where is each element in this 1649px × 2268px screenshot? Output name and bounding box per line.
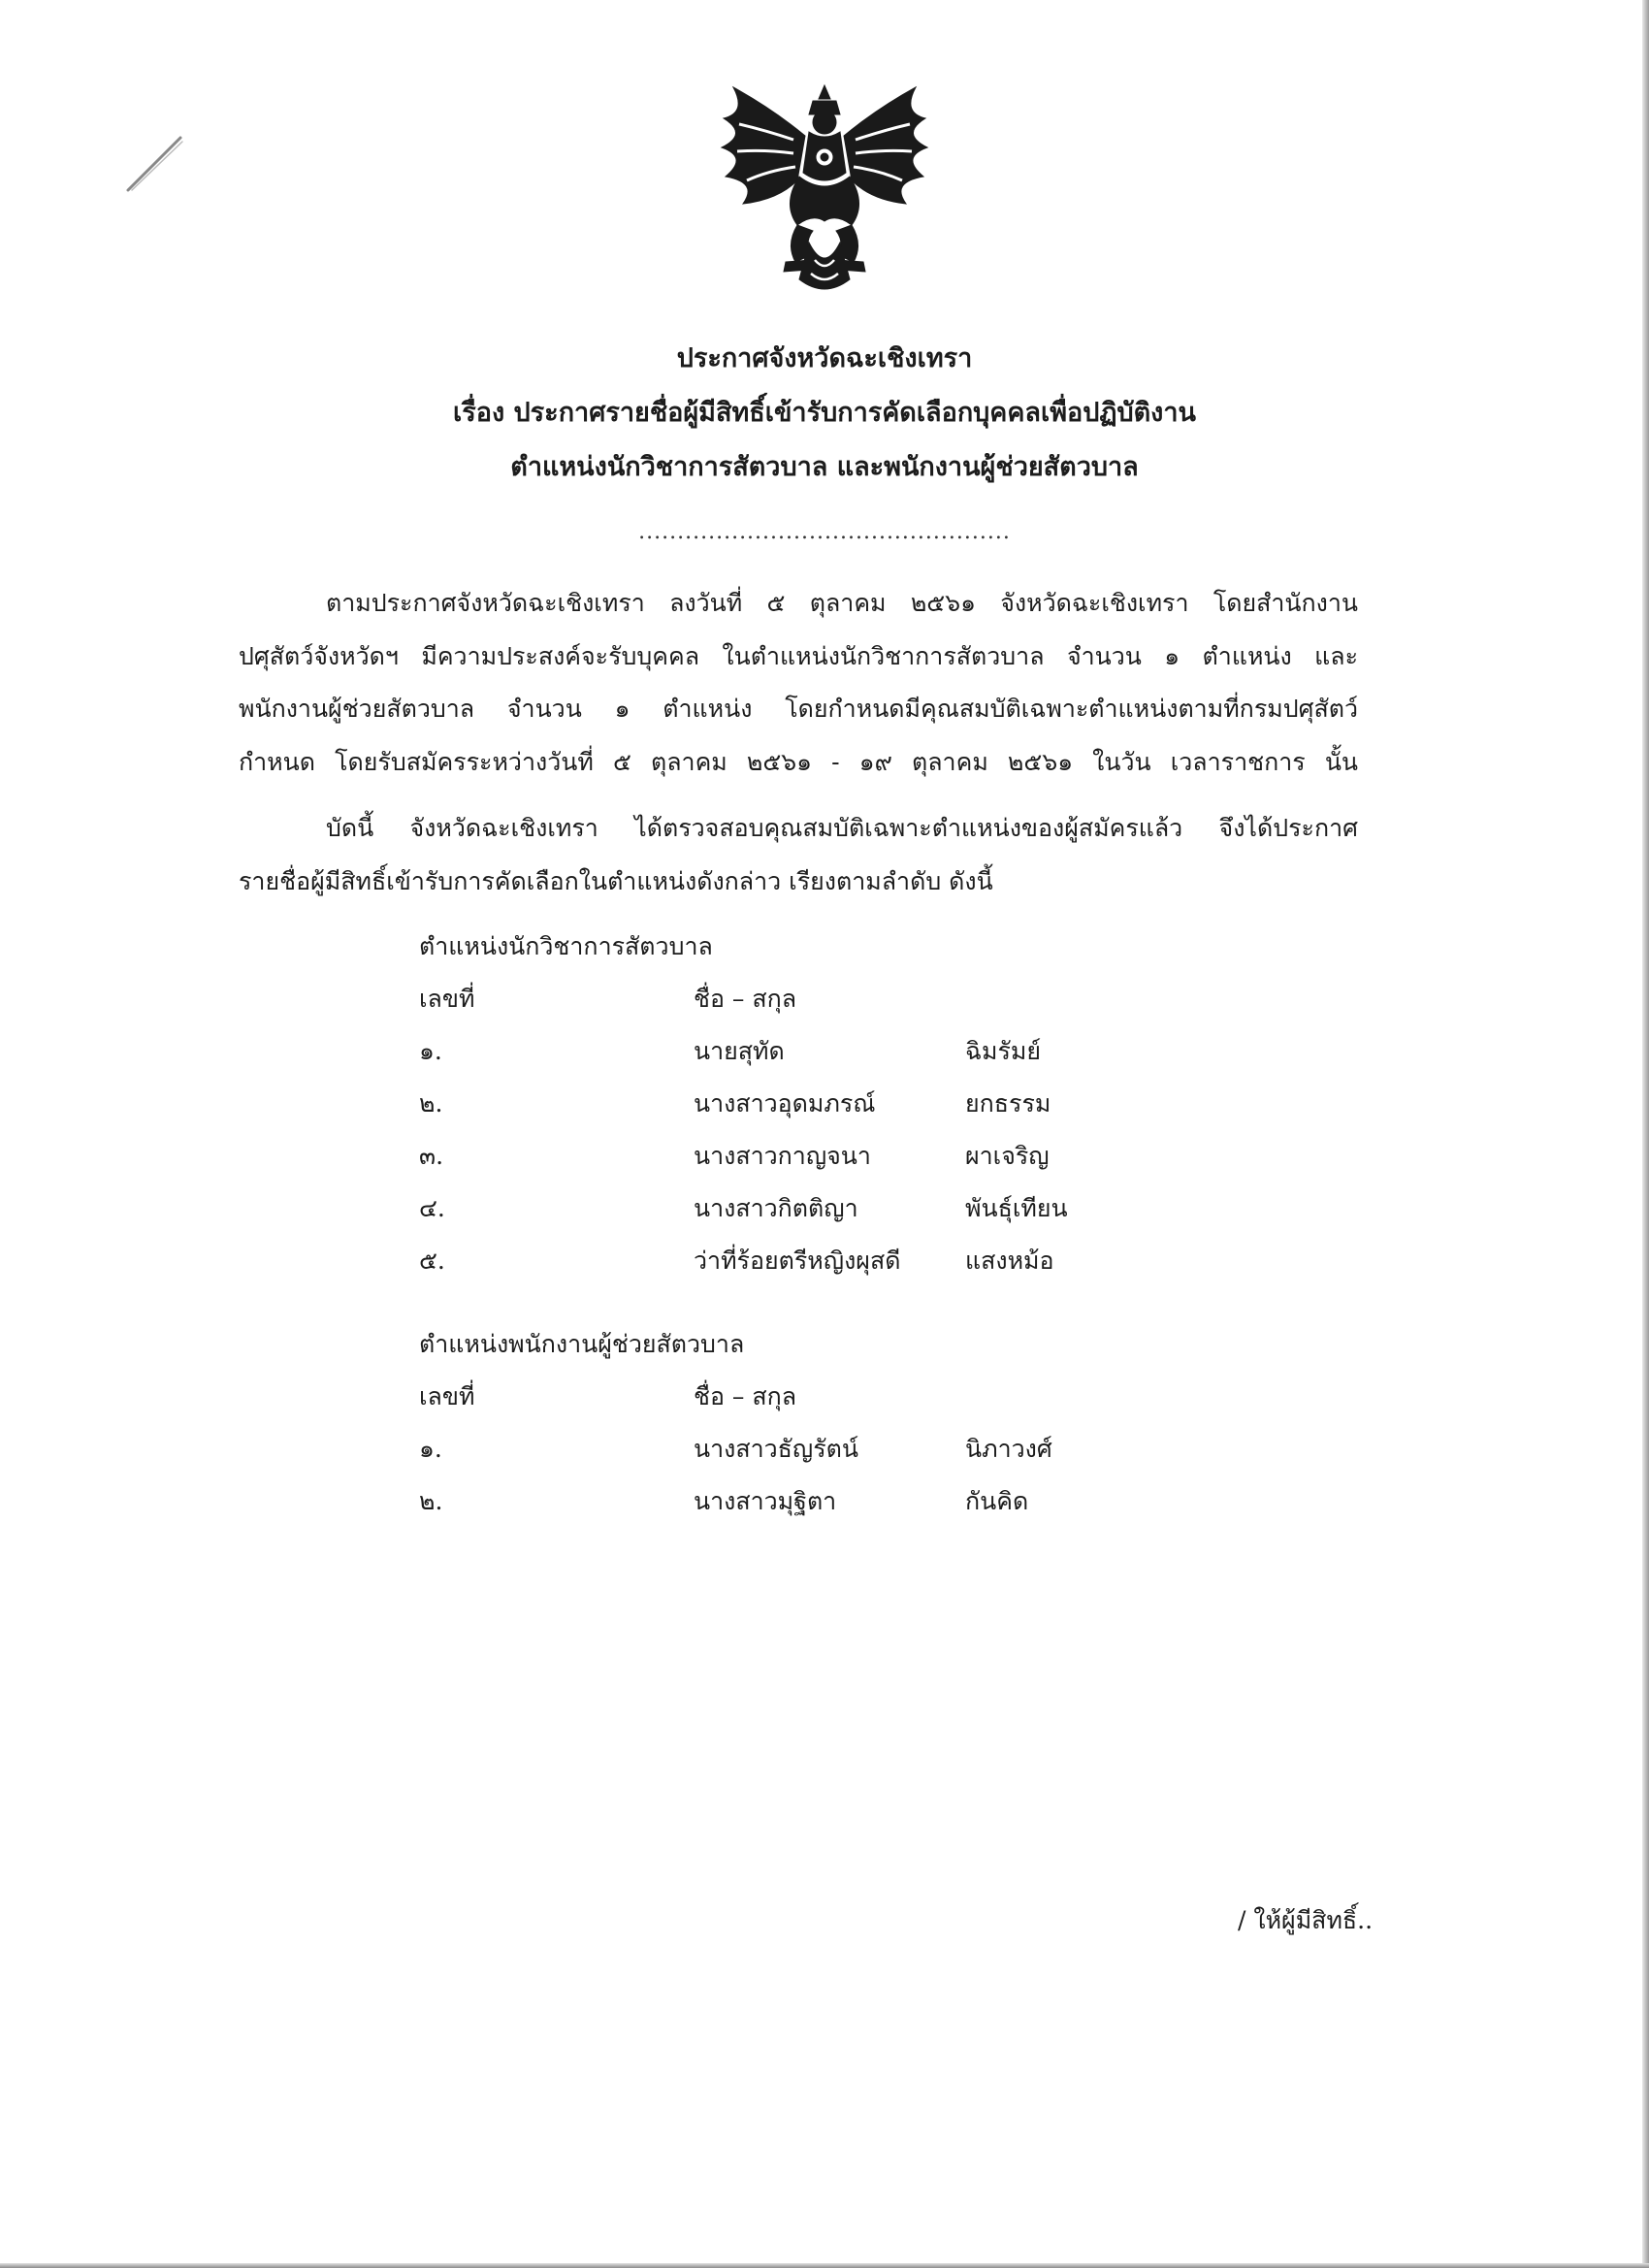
row-first-name: ว่าที่ร้อยตรีหญิงผุสดี <box>694 1247 901 1275</box>
row-number: ๔. <box>419 1194 445 1222</box>
row-last-name: ยกธรรม <box>965 1089 1051 1118</box>
header-number: เลขที่ <box>419 985 475 1013</box>
page-continuation: / ให้ผู้มีสิทธิ์.. <box>1238 1906 1374 1934</box>
paragraph-line: ปศุสัตว์จังหวัดฯ มีความประสงค์จะรับบุคคล ในตำแหน่งนักวิชาการสัตวบาล จำนวน ๑ ตำแหน่ง และ <box>239 641 1358 670</box>
table-row <box>0 1086 1649 1125</box>
header-number: เลขที่ <box>419 1382 475 1410</box>
row-number: ๓. <box>419 1142 444 1170</box>
row-number: ๒. <box>419 1487 443 1515</box>
row-first-name: นางสาวธัญรัตน์ <box>694 1435 858 1463</box>
row-number: ๑. <box>419 1435 442 1463</box>
row-first-name: นายสุทัด <box>694 1037 785 1065</box>
announcement-positions: ตำแหน่งนักวิชาการสัตวบาล และพนักงานผู้ช่วยสัตวบาล <box>510 452 1139 482</box>
row-last-name: กันคิด <box>965 1487 1029 1515</box>
scan-edge-bottom <box>0 2263 1649 2268</box>
scan-edge-right <box>1642 0 1649 2268</box>
row-first-name: นางสาวกาญจนา <box>694 1142 871 1170</box>
table-row <box>0 1191 1649 1230</box>
row-first-name: นางสาวอุดมภรณ์ <box>694 1089 876 1118</box>
section-title-animal-scientist: ตำแหน่งนักวิชาการสัตวบาล <box>419 932 713 960</box>
row-last-name: นิภาวงศ์ <box>965 1435 1052 1463</box>
garuda-emblem-icon <box>704 80 945 303</box>
row-last-name: พันธุ์เทียน <box>965 1194 1068 1222</box>
row-last-name: ฉิมรัมย์ <box>965 1037 1042 1065</box>
header-name: ชื่อ – สกุล <box>694 985 797 1013</box>
announcement-subject: เรื่อง ประกาศรายชื่อผู้มีสิทธิ์เข้ารับการคัดเลือกบุคคลเพื่อปฏิบัติงาน <box>453 398 1196 428</box>
table-row <box>0 1484 1649 1523</box>
section-title-assistant: ตำแหน่งพนักงานผู้ช่วยสัตวบาล <box>419 1330 745 1358</box>
table-header <box>0 982 1649 1021</box>
table-header <box>0 1379 1649 1418</box>
row-number: ๒. <box>419 1089 443 1118</box>
row-last-name: ผาเจริญ <box>965 1142 1050 1170</box>
paragraph-line: บัดนี้ จังหวัดฉะเชิงเทรา ได้ตรวจสอบคุณสมบัติเฉพาะตำแหน่งของผู้สมัครแล้ว จึงได้ประกาศ <box>326 814 1358 842</box>
table-row <box>0 1034 1649 1073</box>
row-number: ๕. <box>419 1247 445 1275</box>
row-last-name: แสงหม้อ <box>965 1247 1054 1275</box>
paragraph-line: ตามประกาศจังหวัดฉะเชิงเทรา ลงวันที่ ๕ ตุลาคม ๒๕๖๑ จังหวัดฉะเชิงเทรา โดยสำนักงาน <box>326 589 1358 617</box>
row-number: ๑. <box>419 1037 442 1065</box>
table-row <box>0 1139 1649 1178</box>
paragraph-result <box>239 802 1358 908</box>
table-row <box>0 1244 1649 1282</box>
paragraph-line: พนักงานผู้ช่วยสัตวบาล จำนวน ๑ ตำแหน่ง โดยกำหนดมีคุณสมบัติเฉพาะตำแหน่งตามที่กรมปศุสัตว์ <box>239 695 1358 723</box>
paragraph-line: กำหนด โดยรับสมัครระหว่างวันที่ ๕ ตุลาคม ๒๕๖๑ - ๑๙ ตุลาคม ๒๕๖๑ ในวัน เวลาราชการ นั้น <box>239 747 1358 776</box>
header-name: ชื่อ – สกุล <box>694 1382 797 1410</box>
paragraph-line: รายชื่อผู้มีสิทธิ์เข้ารับการคัดเลือกในตำแหน่งดังกล่าว เรียงตามลำดับ ดังนี้ <box>239 866 993 895</box>
pen-mark-icon <box>124 134 186 194</box>
table-row <box>0 1432 1649 1471</box>
row-first-name: นางสาวกิตติญา <box>694 1194 858 1222</box>
announcement-title: ประกาศจังหวัดฉะเชิงเทรา <box>676 343 973 373</box>
row-first-name: นางสาวมุฐิตา <box>694 1487 837 1515</box>
paragraph-announcement <box>239 577 1358 789</box>
title-separator: ................................................ <box>638 520 1011 544</box>
